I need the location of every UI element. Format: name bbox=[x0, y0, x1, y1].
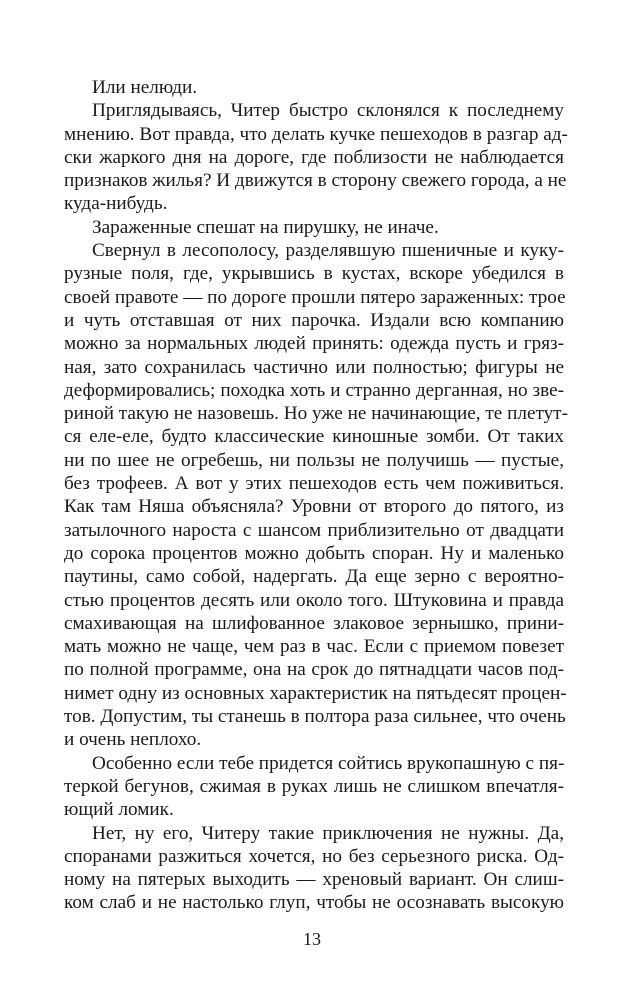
text-line: Нет, ну его, Читеру такие приключения не нужны. Да, bbox=[92, 822, 564, 844]
text-line: смахивающая на шлифованное злаковое зернышко, прини- bbox=[64, 612, 564, 634]
text-line: Зараженные спешат на пирушку, не иначе. bbox=[92, 216, 439, 238]
paragraph bbox=[64, 76, 564, 99]
text-line: риной такую не назовешь. Но уже не начинающие, те плетут- bbox=[64, 403, 568, 425]
text-line: рузные поля, где, укрывшись в кустах, вскоре убедился в bbox=[64, 263, 564, 285]
paragraph bbox=[64, 239, 568, 752]
text-line: ски жаркого дня на дороге, где поблизости не наблюдается bbox=[64, 146, 564, 168]
page-number: 13 bbox=[303, 929, 321, 949]
text-line: ному на пятерых выходить — хреновый вариант. Он слиш- bbox=[64, 869, 564, 891]
book-page bbox=[64, 76, 568, 915]
paragraph bbox=[64, 216, 564, 239]
text-line: ная, зато сохранилась частично или полностью; фигуры не bbox=[64, 356, 564, 378]
text-line: признаков жилья? И движутся в сторону свежего города, а не bbox=[64, 170, 567, 192]
text-line: мнению. Вот правда, что делать кучке пешеходов в разгар ад- bbox=[64, 123, 568, 145]
paragraph bbox=[64, 752, 564, 822]
text-line: затылочного нароста с шансом приблизительно от двадцати bbox=[64, 519, 564, 541]
text-line: споранами разжиться хочется, но без серьезного риска. Од- bbox=[64, 845, 564, 867]
text-line: по полной программе, она на срок до пятнадцати часов под- bbox=[64, 659, 564, 681]
text-line: деформировались; походка хоть и странно дерганная, но зве- bbox=[64, 379, 564, 401]
text-line: теркой бегунов, сжимая в руках лишь не слишком впечатля- bbox=[64, 775, 564, 797]
text-line: Приглядываясь, Читер быстро склонялся к последнему bbox=[92, 100, 564, 122]
text-line: Как там Няша объясняла? Уровни от второго до пятого, из bbox=[64, 496, 564, 518]
text-line: Особенно если тебе придется сойтись врукопашную с пя- bbox=[92, 752, 565, 774]
paragraph bbox=[64, 822, 564, 915]
text-line: ся еле-еле, будто классические киношные зомби. От таких bbox=[64, 426, 564, 448]
text-line: можно за нормальных людей принять: одежда пусть и гряз- bbox=[64, 333, 564, 355]
text-line: Или нелюди. bbox=[92, 77, 198, 98]
text-line: стью процентов десять или около того. Штуковина и правда bbox=[64, 589, 564, 611]
text-line: Свернул в лесополосу, разделявшую пшеничные и куку- bbox=[92, 240, 564, 262]
text-line: и очень неплохо. bbox=[64, 729, 202, 751]
text-line: мать можно не чаще, чем раз в час. Если с приемом повезет bbox=[64, 636, 564, 658]
text-line: тов. Допустим, ты станешь в полтора раза сильнее, что очень bbox=[64, 706, 566, 728]
text-line: и чуть отставшая от них парочка. Издали всю компанию bbox=[64, 309, 564, 331]
text-line: нимет одну из основных характеристик на пятьдесят процен- bbox=[64, 682, 567, 704]
text-line: без трофеев. А вот у этих пешеходов есть чем поживиться. bbox=[64, 473, 564, 495]
text-line: до сорока процентов можно добыть споран. Ну и маленько bbox=[64, 542, 564, 564]
text-line: куда-нибудь. bbox=[64, 193, 168, 215]
text-line: ющий ломик. bbox=[64, 799, 174, 821]
text-line: паутины, само собой, надергать. Да еще зерно с вероятно- bbox=[64, 566, 564, 588]
text-line: ни по шее не огребешь, ни пользы не получишь — пустые, bbox=[64, 449, 564, 471]
text-line: своей правоте — по дороге прошли пятеро зараженных: трое bbox=[64, 286, 566, 308]
paragraph bbox=[64, 99, 568, 215]
text-line: ком слаб и не настолько глуп, чтобы не осознавать высокую bbox=[64, 892, 564, 914]
